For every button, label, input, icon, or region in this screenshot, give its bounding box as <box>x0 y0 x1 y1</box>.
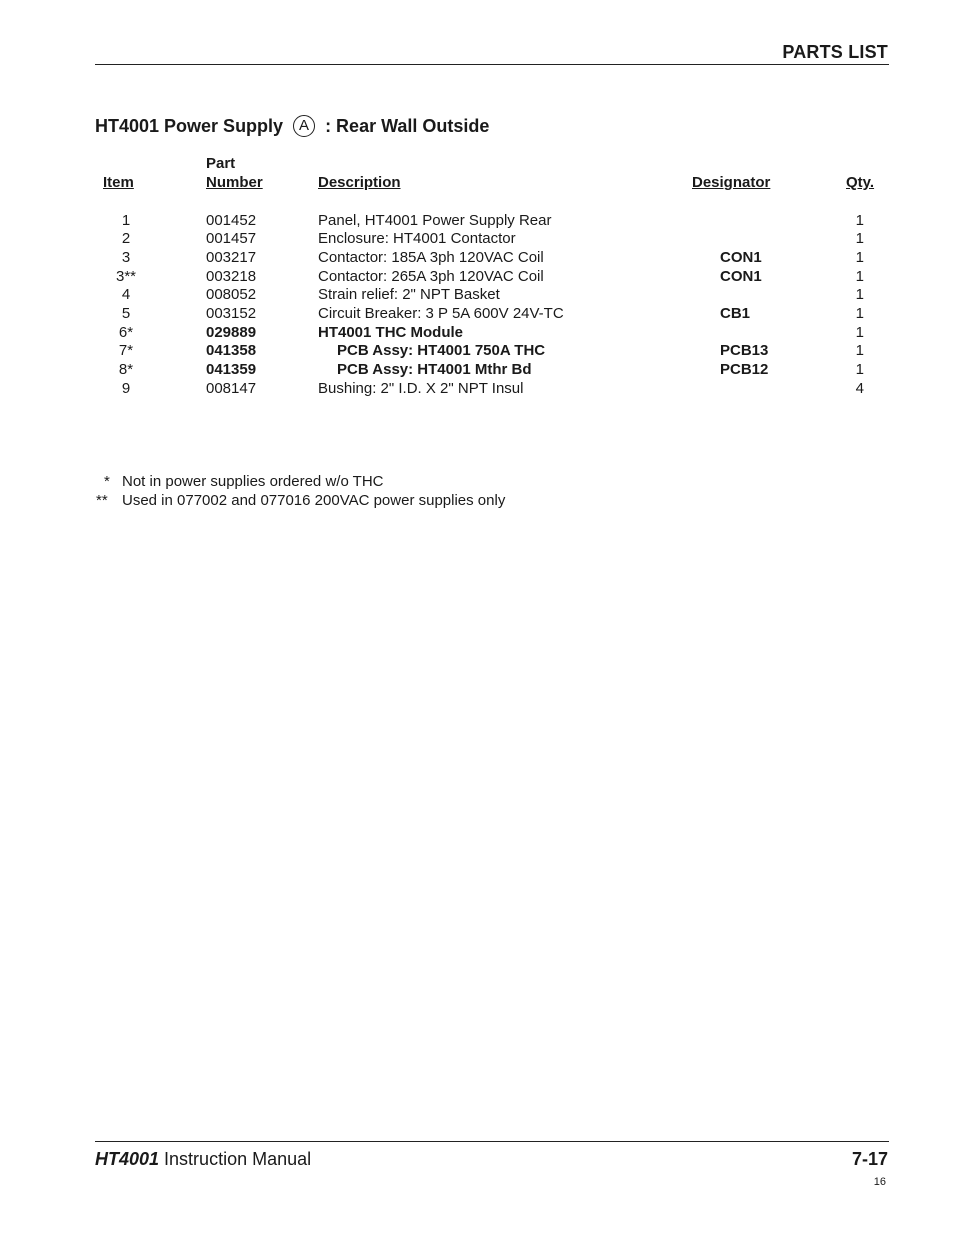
table-row <box>0 361 954 380</box>
row-designator: CON1 <box>720 249 762 266</box>
row-item: 8* <box>118 361 134 378</box>
row-description: Circuit Breaker: 3 P 5A 600V 24V-TC <box>318 305 564 322</box>
row-qty: 1 <box>855 230 864 247</box>
row-description: Strain relief: 2" NPT Basket <box>318 286 500 303</box>
callout-marker: A <box>293 115 315 137</box>
row-description: Enclosure: HT4001 Contactor <box>318 230 516 247</box>
row-description: PCB Assy: HT4001 Mthr Bd <box>337 361 532 378</box>
row-qty: 1 <box>855 249 864 266</box>
row-part: 041359 <box>206 361 257 378</box>
footer-manual-title <box>95 1149 311 1170</box>
row-part: 008147 <box>206 380 257 397</box>
footer-page-ref: 7-17 <box>851 1149 888 1169</box>
row-designator: PCB12 <box>720 361 769 378</box>
row-description: HT4001 THC Module <box>318 324 464 341</box>
footer-manual-text: Instruction Manual <box>159 1149 312 1169</box>
row-item: 1 <box>121 212 131 229</box>
row-qty: 1 <box>855 212 864 229</box>
row-part: 041358 <box>206 342 257 359</box>
row-part: 003217 <box>206 249 257 266</box>
table-row <box>0 268 954 287</box>
row-qty: 4 <box>855 380 864 397</box>
row-item: 7* <box>118 342 134 359</box>
table-row <box>0 286 954 305</box>
row-item: 9 <box>121 380 131 397</box>
row-designator: PCB13 <box>720 342 769 359</box>
section-title-suffix: : Rear Wall Outside <box>325 115 490 136</box>
row-description: Contactor: 185A 3ph 120VAC Coil <box>318 249 544 266</box>
section-title <box>95 115 489 137</box>
row-item: 6* <box>118 324 134 341</box>
row-qty: 1 <box>855 268 864 285</box>
table-row <box>0 324 954 343</box>
footnote-text: Not in power supplies ordered w/o THC <box>122 473 384 490</box>
footnote <box>96 492 596 511</box>
header-part-top: Part <box>206 155 236 172</box>
table-row <box>0 380 954 399</box>
row-part: 003152 <box>206 305 257 322</box>
row-item: 2 <box>121 230 131 247</box>
row-item: 3** <box>115 268 137 285</box>
row-qty: 1 <box>855 361 864 378</box>
row-item: 4 <box>121 286 131 303</box>
footnote-mark: * <box>104 473 110 490</box>
footer-model: HT4001 <box>95 1149 160 1169</box>
table-row <box>0 342 954 361</box>
row-description: Bushing: 2" I.D. X 2" NPT Insul <box>318 380 524 397</box>
footnote-text: Used in 077002 and 077016 200VAC power supplies only <box>122 492 506 509</box>
section-title-text: HT4001 Power Supply <box>95 115 284 136</box>
table-row <box>0 212 954 231</box>
table-row <box>0 249 954 268</box>
row-qty: 1 <box>855 342 864 359</box>
row-designator: CB1 <box>720 305 751 322</box>
footer-page-number: 16 <box>873 1176 886 1188</box>
footer-rule <box>95 1141 889 1142</box>
row-description: Panel, HT4001 Power Supply Rear <box>318 212 552 229</box>
page-header-title: PARTS LIST <box>782 42 888 62</box>
row-part: 008052 <box>206 286 257 303</box>
row-item: 5 <box>121 305 131 322</box>
row-description: PCB Assy: HT4001 750A THC <box>337 342 546 359</box>
header-designator: Designator <box>692 174 771 191</box>
row-item: 3 <box>121 249 131 266</box>
header-description: Description <box>318 174 401 191</box>
header-item: Item <box>103 174 134 191</box>
header-rule <box>95 64 889 65</box>
table-row <box>0 230 954 249</box>
table-row <box>0 305 954 324</box>
row-qty: 1 <box>855 286 864 303</box>
row-qty: 1 <box>855 324 864 341</box>
row-designator: CON1 <box>720 268 762 285</box>
row-part: 003218 <box>206 268 257 285</box>
row-part: 001457 <box>206 230 257 247</box>
row-part: 029889 <box>206 324 257 341</box>
header-part-number: Number <box>206 174 263 191</box>
footnote <box>96 473 596 492</box>
header-qty: Qty. <box>846 174 875 191</box>
footnote-mark: ** <box>96 492 108 509</box>
row-description: Contactor: 265A 3ph 120VAC Coil <box>318 268 544 285</box>
row-qty: 1 <box>855 305 864 322</box>
row-part: 001452 <box>206 212 257 229</box>
